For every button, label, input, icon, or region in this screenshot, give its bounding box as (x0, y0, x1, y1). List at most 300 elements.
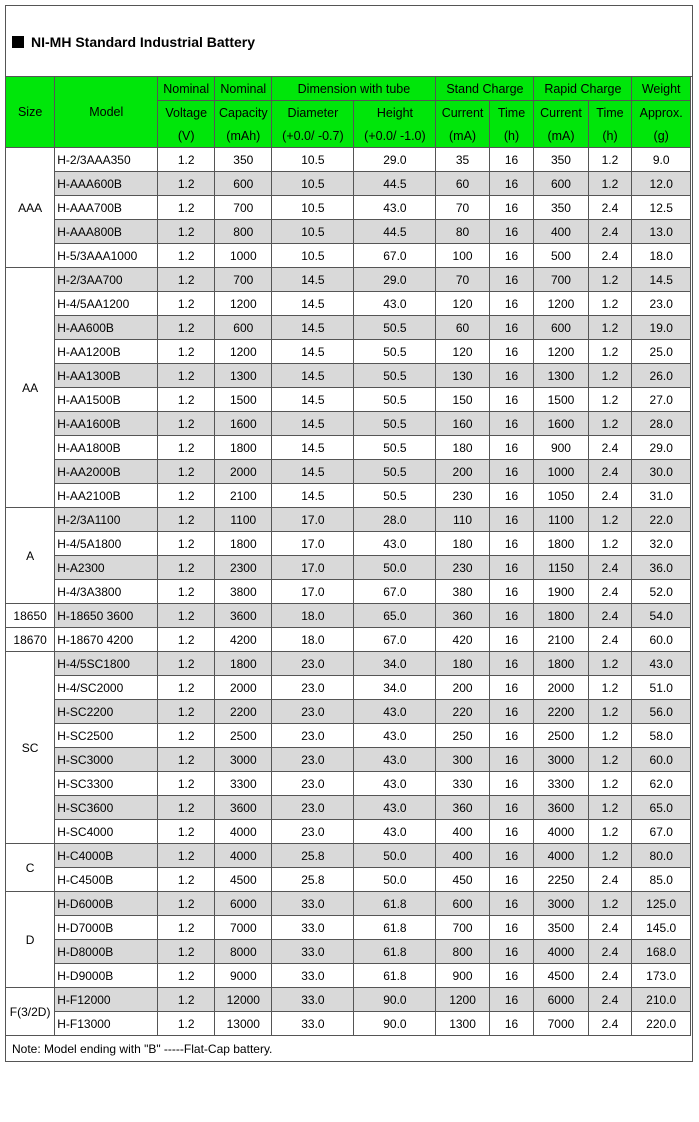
height-cell: 65.0 (354, 604, 436, 628)
stand-current-cell: 100 (436, 244, 489, 268)
stand-time-cell: 16 (489, 148, 534, 172)
diameter-cell: 17.0 (272, 508, 354, 532)
header-diameter-tolerance: (+0.0/ -0.7) (272, 124, 354, 148)
diameter-cell: 33.0 (272, 988, 354, 1012)
rapid-time-cell: 1.2 (588, 652, 632, 676)
header-model: Model (55, 77, 158, 148)
black-square-bullet-icon (12, 36, 24, 48)
weight-cell: 60.0 (632, 748, 691, 772)
header-rapid-current-unit: (mA) (534, 124, 588, 148)
stand-current-cell: 180 (436, 532, 489, 556)
height-cell: 29.0 (354, 148, 436, 172)
model-cell: H-AAA800B (55, 220, 158, 244)
height-cell: 50.5 (354, 460, 436, 484)
height-cell: 43.0 (354, 700, 436, 724)
model-cell: H-18650 3600 (55, 604, 158, 628)
table-row (6, 820, 691, 844)
stand-current-cell: 60 (436, 172, 489, 196)
rapid-time-cell: 2.4 (588, 628, 632, 652)
rapid-time-cell: 2.4 (588, 220, 632, 244)
rapid-time-cell: 2.4 (588, 964, 632, 988)
rapid-current-cell: 350 (534, 196, 588, 220)
header-stand-current-unit: (mA) (436, 124, 489, 148)
rapid-current-cell: 4000 (534, 820, 588, 844)
model-cell: H-D9000B (55, 964, 158, 988)
weight-cell: 27.0 (632, 388, 691, 412)
weight-cell: 58.0 (632, 724, 691, 748)
table-row (6, 484, 691, 508)
capacity-cell: 12000 (215, 988, 272, 1012)
rapid-current-cell: 7000 (534, 1012, 588, 1036)
size-cell: SC (6, 652, 55, 844)
height-cell: 50.5 (354, 436, 436, 460)
diameter-cell: 14.5 (272, 436, 354, 460)
rapid-time-cell: 1.2 (588, 700, 632, 724)
rapid-current-cell: 600 (534, 172, 588, 196)
stand-current-cell: 180 (436, 652, 489, 676)
diameter-cell: 14.5 (272, 340, 354, 364)
model-cell: H-5/3AAA1000 (55, 244, 158, 268)
height-cell: 50.5 (354, 484, 436, 508)
diameter-cell: 25.8 (272, 868, 354, 892)
model-cell: H-4/5AA1200 (55, 292, 158, 316)
table-row (6, 460, 691, 484)
capacity-cell: 2200 (215, 700, 272, 724)
stand-current-cell: 400 (436, 844, 489, 868)
stand-current-cell: 120 (436, 292, 489, 316)
rapid-current-cell: 1300 (534, 364, 588, 388)
header-weight-line1: Weight (632, 77, 691, 101)
capacity-cell: 1800 (215, 436, 272, 460)
table-header (6, 77, 691, 148)
voltage-cell: 1.2 (158, 1012, 215, 1036)
header-rapid-charge: Rapid Charge (534, 77, 632, 101)
weight-cell: 23.0 (632, 292, 691, 316)
voltage-cell: 1.2 (158, 388, 215, 412)
stand-current-cell: 180 (436, 436, 489, 460)
voltage-cell: 1.2 (158, 868, 215, 892)
voltage-cell: 1.2 (158, 244, 215, 268)
weight-cell: 145.0 (632, 916, 691, 940)
capacity-cell: 1100 (215, 508, 272, 532)
table-row (6, 748, 691, 772)
rapid-time-cell: 1.2 (588, 340, 632, 364)
height-cell: 61.8 (354, 916, 436, 940)
diameter-cell: 17.0 (272, 580, 354, 604)
weight-cell: 51.0 (632, 676, 691, 700)
stand-current-cell: 600 (436, 892, 489, 916)
table-row (6, 244, 691, 268)
table-row (6, 364, 691, 388)
header-rapid-time: Time (588, 101, 632, 125)
rapid-time-cell: 1.2 (588, 388, 632, 412)
capacity-cell: 9000 (215, 964, 272, 988)
voltage-cell: 1.2 (158, 964, 215, 988)
voltage-cell: 1.2 (158, 340, 215, 364)
weight-cell: 67.0 (632, 820, 691, 844)
diameter-cell: 10.5 (272, 148, 354, 172)
stand-time-cell: 16 (489, 892, 534, 916)
model-cell: H-4/5A1800 (55, 532, 158, 556)
capacity-cell: 3300 (215, 772, 272, 796)
height-cell: 43.0 (354, 532, 436, 556)
model-cell: H-AA600B (55, 316, 158, 340)
weight-cell: 29.0 (632, 436, 691, 460)
table-row (6, 220, 691, 244)
model-cell: H-SC2200 (55, 700, 158, 724)
stand-current-cell: 200 (436, 460, 489, 484)
weight-cell: 13.0 (632, 220, 691, 244)
rapid-current-cell: 1200 (534, 292, 588, 316)
stand-time-cell: 16 (489, 916, 534, 940)
voltage-cell: 1.2 (158, 748, 215, 772)
stand-time-cell: 16 (489, 748, 534, 772)
rapid-current-cell: 2200 (534, 700, 588, 724)
stand-current-cell: 330 (436, 772, 489, 796)
rapid-time-cell: 2.4 (588, 436, 632, 460)
header-weight-unit: (g) (632, 124, 691, 148)
header-voltage-unit: (V) (158, 124, 215, 148)
stand-current-cell: 380 (436, 580, 489, 604)
model-cell: H-F13000 (55, 1012, 158, 1036)
weight-cell: 28.0 (632, 412, 691, 436)
model-cell: H-AA1500B (55, 388, 158, 412)
capacity-cell: 600 (215, 172, 272, 196)
weight-cell: 173.0 (632, 964, 691, 988)
rapid-time-cell: 2.4 (588, 484, 632, 508)
capacity-cell: 1600 (215, 412, 272, 436)
capacity-cell: 800 (215, 220, 272, 244)
capacity-cell: 2300 (215, 556, 272, 580)
height-cell: 50.0 (354, 868, 436, 892)
diameter-cell: 14.5 (272, 388, 354, 412)
stand-current-cell: 230 (436, 556, 489, 580)
diameter-cell: 23.0 (272, 676, 354, 700)
model-cell: H-D7000B (55, 916, 158, 940)
rapid-time-cell: 1.2 (588, 364, 632, 388)
stand-current-cell: 220 (436, 700, 489, 724)
rapid-time-cell: 1.2 (588, 892, 632, 916)
footnote-text: Note: Model ending with "B" -----Flat-Cap battery. (12, 1042, 273, 1056)
rapid-time-cell: 1.2 (588, 748, 632, 772)
voltage-cell: 1.2 (158, 196, 215, 220)
table-row (6, 844, 691, 868)
capacity-cell: 4000 (215, 820, 272, 844)
weight-cell: 32.0 (632, 532, 691, 556)
height-cell: 50.5 (354, 388, 436, 412)
table-row (6, 508, 691, 532)
stand-current-cell: 35 (436, 148, 489, 172)
stand-current-cell: 70 (436, 196, 489, 220)
voltage-cell: 1.2 (158, 772, 215, 796)
rapid-time-cell: 2.4 (588, 940, 632, 964)
model-cell: H-4/SC2000 (55, 676, 158, 700)
table-row (6, 964, 691, 988)
weight-cell: 43.0 (632, 652, 691, 676)
rapid-current-cell: 1600 (534, 412, 588, 436)
header-capacity-unit: (mAh) (215, 124, 272, 148)
page-title: NI-MH Standard Industrial Battery (31, 34, 256, 50)
rapid-time-cell: 1.2 (588, 820, 632, 844)
size-cell: D (6, 892, 55, 988)
weight-cell: 210.0 (632, 988, 691, 1012)
rapid-time-cell: 1.2 (588, 148, 632, 172)
table-row (6, 892, 691, 916)
model-cell: H-C4000B (55, 844, 158, 868)
table-row (6, 796, 691, 820)
rapid-current-cell: 2000 (534, 676, 588, 700)
table-row (6, 388, 691, 412)
rapid-current-cell: 1200 (534, 340, 588, 364)
table-row (6, 172, 691, 196)
stand-time-cell: 16 (489, 604, 534, 628)
weight-cell: 220.0 (632, 1012, 691, 1036)
stand-current-cell: 160 (436, 412, 489, 436)
header-rapid-time-unit: (h) (588, 124, 632, 148)
table-row (6, 340, 691, 364)
title-bar (6, 6, 692, 77)
voltage-cell: 1.2 (158, 292, 215, 316)
stand-time-cell: 16 (489, 940, 534, 964)
capacity-cell: 1800 (215, 532, 272, 556)
diameter-cell: 18.0 (272, 604, 354, 628)
table-row (6, 868, 691, 892)
table-row (6, 268, 691, 292)
voltage-cell: 1.2 (158, 220, 215, 244)
model-cell: H-D8000B (55, 940, 158, 964)
stand-time-cell: 16 (489, 244, 534, 268)
header-dimension: Dimension with tube (272, 77, 436, 101)
stand-current-cell: 250 (436, 724, 489, 748)
diameter-cell: 14.5 (272, 460, 354, 484)
table-row (6, 436, 691, 460)
voltage-cell: 1.2 (158, 844, 215, 868)
size-cell: C (6, 844, 55, 892)
model-cell: H-4/3A3800 (55, 580, 158, 604)
height-cell: 28.0 (354, 508, 436, 532)
diameter-cell: 10.5 (272, 196, 354, 220)
header-stand-current: Current (436, 101, 489, 125)
height-cell: 43.0 (354, 292, 436, 316)
capacity-cell: 350 (215, 148, 272, 172)
capacity-cell: 1200 (215, 340, 272, 364)
capacity-cell: 1800 (215, 652, 272, 676)
model-cell: H-AA2000B (55, 460, 158, 484)
diameter-cell: 33.0 (272, 964, 354, 988)
rapid-current-cell: 4000 (534, 940, 588, 964)
rapid-time-cell: 2.4 (588, 556, 632, 580)
rapid-current-cell: 1150 (534, 556, 588, 580)
rapid-current-cell: 2250 (534, 868, 588, 892)
height-cell: 50.5 (354, 316, 436, 340)
height-cell: 90.0 (354, 988, 436, 1012)
rapid-time-cell: 1.2 (588, 412, 632, 436)
diameter-cell: 14.5 (272, 268, 354, 292)
header-stand-charge: Stand Charge (436, 77, 534, 101)
capacity-cell: 6000 (215, 892, 272, 916)
capacity-cell: 4000 (215, 844, 272, 868)
diameter-cell: 17.0 (272, 532, 354, 556)
table-row (6, 556, 691, 580)
diameter-cell: 18.0 (272, 628, 354, 652)
voltage-cell: 1.2 (158, 148, 215, 172)
stand-time-cell: 16 (489, 988, 534, 1012)
header-size: Size (6, 77, 55, 148)
diameter-cell: 10.5 (272, 244, 354, 268)
table-body (6, 148, 691, 1036)
header-height: Height (354, 101, 436, 125)
diameter-cell: 14.5 (272, 292, 354, 316)
rapid-current-cell: 1800 (534, 604, 588, 628)
stand-time-cell: 16 (489, 628, 534, 652)
table-row (6, 652, 691, 676)
stand-current-cell: 1200 (436, 988, 489, 1012)
table-row (6, 700, 691, 724)
voltage-cell: 1.2 (158, 676, 215, 700)
voltage-cell: 1.2 (158, 796, 215, 820)
voltage-cell: 1.2 (158, 892, 215, 916)
voltage-cell: 1.2 (158, 364, 215, 388)
height-cell: 34.0 (354, 652, 436, 676)
stand-time-cell: 16 (489, 868, 534, 892)
rapid-current-cell: 3500 (534, 916, 588, 940)
battery-spec-sheet (5, 5, 693, 1062)
stand-current-cell: 150 (436, 388, 489, 412)
height-cell: 43.0 (354, 724, 436, 748)
height-cell: 61.8 (354, 892, 436, 916)
stand-current-cell: 700 (436, 916, 489, 940)
stand-current-cell: 80 (436, 220, 489, 244)
diameter-cell: 23.0 (272, 700, 354, 724)
rapid-time-cell: 1.2 (588, 508, 632, 532)
header-diameter: Diameter (272, 101, 354, 125)
weight-cell: 54.0 (632, 604, 691, 628)
stand-current-cell: 120 (436, 340, 489, 364)
stand-current-cell: 450 (436, 868, 489, 892)
height-cell: 43.0 (354, 748, 436, 772)
stand-current-cell: 110 (436, 508, 489, 532)
capacity-cell: 2000 (215, 676, 272, 700)
capacity-cell: 600 (215, 316, 272, 340)
diameter-cell: 33.0 (272, 1012, 354, 1036)
stand-current-cell: 360 (436, 604, 489, 628)
table-row (6, 292, 691, 316)
weight-cell: 65.0 (632, 796, 691, 820)
rapid-time-cell: 1.2 (588, 172, 632, 196)
stand-time-cell: 16 (489, 556, 534, 580)
rapid-current-cell: 350 (534, 148, 588, 172)
voltage-cell: 1.2 (158, 820, 215, 844)
table-row (6, 196, 691, 220)
stand-time-cell: 16 (489, 172, 534, 196)
capacity-cell: 700 (215, 268, 272, 292)
stand-current-cell: 130 (436, 364, 489, 388)
model-cell: H-4/5SC1800 (55, 652, 158, 676)
rapid-current-cell: 1100 (534, 508, 588, 532)
rapid-time-cell: 1.2 (588, 724, 632, 748)
voltage-cell: 1.2 (158, 508, 215, 532)
rapid-time-cell: 1.2 (588, 268, 632, 292)
rapid-time-cell: 2.4 (588, 604, 632, 628)
voltage-cell: 1.2 (158, 412, 215, 436)
table-row (6, 676, 691, 700)
voltage-cell: 1.2 (158, 580, 215, 604)
spec-table (5, 76, 691, 1036)
rapid-time-cell: 1.2 (588, 772, 632, 796)
weight-cell: 22.0 (632, 508, 691, 532)
weight-cell: 80.0 (632, 844, 691, 868)
capacity-cell: 700 (215, 196, 272, 220)
weight-cell: 62.0 (632, 772, 691, 796)
stand-time-cell: 16 (489, 820, 534, 844)
stand-time-cell: 16 (489, 436, 534, 460)
voltage-cell: 1.2 (158, 436, 215, 460)
weight-cell: 12.0 (632, 172, 691, 196)
capacity-cell: 3000 (215, 748, 272, 772)
stand-time-cell: 16 (489, 220, 534, 244)
weight-cell: 36.0 (632, 556, 691, 580)
weight-cell: 9.0 (632, 148, 691, 172)
voltage-cell: 1.2 (158, 460, 215, 484)
table-row (6, 628, 691, 652)
diameter-cell: 23.0 (272, 796, 354, 820)
table-row (6, 604, 691, 628)
weight-cell: 25.0 (632, 340, 691, 364)
diameter-cell: 14.5 (272, 364, 354, 388)
capacity-cell: 4500 (215, 868, 272, 892)
table-row (6, 532, 691, 556)
weight-cell: 30.0 (632, 460, 691, 484)
stand-time-cell: 16 (489, 196, 534, 220)
stand-time-cell: 16 (489, 508, 534, 532)
stand-current-cell: 420 (436, 628, 489, 652)
table-row (6, 724, 691, 748)
diameter-cell: 23.0 (272, 820, 354, 844)
model-cell: H-SC3300 (55, 772, 158, 796)
voltage-cell: 1.2 (158, 172, 215, 196)
stand-time-cell: 16 (489, 724, 534, 748)
diameter-cell: 14.5 (272, 412, 354, 436)
stand-time-cell: 16 (489, 676, 534, 700)
model-cell: H-2/3AAA350 (55, 148, 158, 172)
stand-time-cell: 16 (489, 700, 534, 724)
rapid-current-cell: 3000 (534, 892, 588, 916)
height-cell: 43.0 (354, 772, 436, 796)
rapid-time-cell: 1.2 (588, 844, 632, 868)
voltage-cell: 1.2 (158, 604, 215, 628)
capacity-cell: 3600 (215, 796, 272, 820)
height-cell: 50.5 (354, 412, 436, 436)
weight-cell: 52.0 (632, 580, 691, 604)
header-rapid-current: Current (534, 101, 588, 125)
stand-current-cell: 1300 (436, 1012, 489, 1036)
model-cell: H-A2300 (55, 556, 158, 580)
size-cell: AAA (6, 148, 55, 268)
rapid-current-cell: 1050 (534, 484, 588, 508)
size-cell: A (6, 508, 55, 604)
voltage-cell: 1.2 (158, 652, 215, 676)
model-cell: H-2/3A1100 (55, 508, 158, 532)
stand-time-cell: 16 (489, 796, 534, 820)
height-cell: 44.5 (354, 172, 436, 196)
model-cell: H-2/3AA700 (55, 268, 158, 292)
rapid-current-cell: 3000 (534, 748, 588, 772)
diameter-cell: 23.0 (272, 652, 354, 676)
voltage-cell: 1.2 (158, 484, 215, 508)
rapid-current-cell: 700 (534, 268, 588, 292)
stand-time-cell: 16 (489, 1012, 534, 1036)
table-row (6, 772, 691, 796)
